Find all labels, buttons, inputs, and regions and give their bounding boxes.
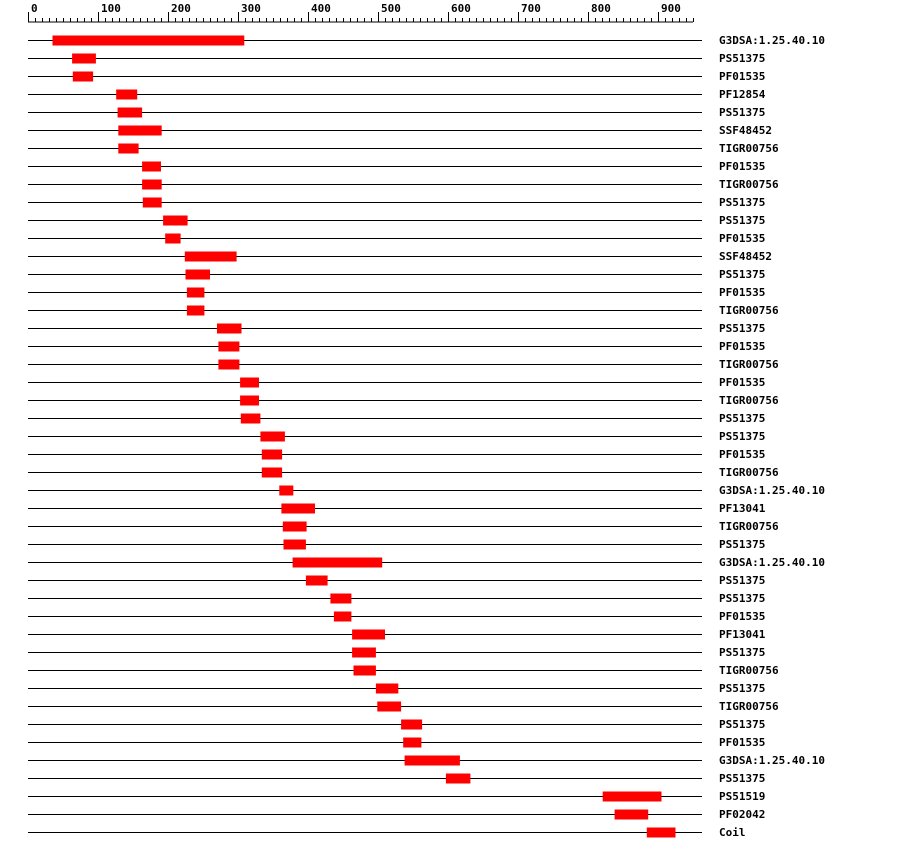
domain-row	[28, 448, 765, 461]
domain-label: PS51375	[719, 574, 766, 587]
domain-bar	[293, 558, 383, 568]
domain-label: SSF48452	[719, 250, 772, 263]
domain-bar	[615, 810, 649, 820]
domain-bar	[241, 414, 261, 424]
domain-label: PS51375	[719, 196, 766, 209]
domain-row	[28, 718, 765, 731]
domain-label: PS51375	[719, 682, 766, 695]
domain-label: PF01535	[719, 610, 766, 623]
domain-bar	[186, 270, 211, 280]
domain-row	[28, 754, 825, 767]
domain-row	[28, 790, 765, 803]
domain-label: PS51375	[719, 214, 766, 227]
domain-bar	[118, 144, 138, 154]
domain-label: PS51375	[719, 268, 766, 281]
domain-label: PS51375	[719, 718, 766, 731]
domain-row	[28, 52, 765, 65]
domain-row	[28, 142, 779, 155]
domain-bar	[401, 720, 422, 730]
domain-row	[28, 736, 765, 749]
domain-bar	[334, 612, 352, 622]
domain-row	[28, 178, 779, 191]
domain-row	[28, 34, 825, 47]
domain-bar	[262, 468, 282, 478]
tick-label: 700	[521, 2, 541, 15]
domain-row	[28, 520, 779, 533]
domain-bar	[283, 522, 307, 532]
domain-label: PF01535	[719, 340, 766, 353]
domain-label: PS51519	[719, 790, 766, 803]
domain-label: PF01535	[719, 70, 766, 83]
domain-label: SSF48452	[719, 124, 772, 137]
domain-label: PS51375	[719, 106, 766, 119]
domain-label: TIGR00756	[719, 664, 779, 677]
domain-label: PF01535	[719, 736, 766, 749]
domain-bar	[306, 576, 328, 586]
domain-label: Coil	[719, 826, 746, 839]
domain-label: PF13041	[719, 502, 766, 515]
tick-label: 100	[101, 2, 121, 15]
domain-row	[28, 196, 765, 209]
domain-row	[28, 394, 779, 407]
domain-label: TIGR00756	[719, 142, 779, 155]
domain-label: G3DSA:1.25.40.10	[719, 754, 825, 767]
domain-label: PS51375	[719, 772, 766, 785]
tick-label: 800	[591, 2, 611, 15]
domain-label: PS51375	[719, 646, 766, 659]
domain-bar	[142, 162, 161, 172]
domain-bar	[116, 90, 137, 100]
domain-row	[28, 160, 765, 173]
domain-row	[28, 430, 765, 443]
domain-bar	[446, 774, 471, 784]
domain-row	[28, 70, 765, 83]
domain-bar	[218, 342, 239, 352]
domain-row	[28, 232, 765, 245]
domain-bar	[165, 234, 180, 244]
domain-label: PF01535	[719, 286, 766, 299]
domain-bar	[53, 36, 245, 46]
domain-label: PF12854	[719, 88, 766, 101]
domain-bar	[218, 360, 239, 370]
domain-label: TIGR00756	[719, 304, 779, 317]
domain-bar	[163, 216, 188, 226]
domain-label: PS51375	[719, 412, 766, 425]
domain-label: TIGR00756	[719, 700, 779, 713]
domain-bar	[262, 450, 282, 460]
domain-label: TIGR00756	[719, 178, 779, 191]
domain-bar	[142, 180, 162, 190]
domain-row	[28, 376, 765, 389]
domain-row	[28, 502, 766, 515]
tick-label: 400	[311, 2, 331, 15]
domain-label: PS51375	[719, 538, 766, 551]
domain-row	[28, 808, 765, 821]
tick-label: 200	[171, 2, 191, 15]
ruler-axis	[28, 2, 694, 22]
domain-bar	[240, 396, 259, 406]
domain-label: PF01535	[719, 448, 766, 461]
domain-bar	[72, 54, 96, 64]
domain-row	[28, 268, 765, 281]
domain-label: PS51375	[719, 592, 766, 605]
domain-label: PF01535	[719, 160, 766, 173]
domain-row	[28, 538, 765, 551]
domain-row	[28, 358, 779, 371]
domain-row	[28, 124, 772, 137]
domain-label: TIGR00756	[719, 520, 779, 533]
domain-bar	[352, 630, 385, 640]
domain-label: PS51375	[719, 322, 766, 335]
domain-label: PS51375	[719, 430, 766, 443]
domain-row	[28, 556, 825, 569]
domain-row	[28, 286, 765, 299]
domain-bar	[279, 486, 293, 496]
domain-label: PS51375	[719, 52, 766, 65]
domain-label: G3DSA:1.25.40.10	[719, 556, 825, 569]
domain-row	[28, 250, 772, 263]
domain-label: PF01535	[719, 232, 766, 245]
domain-rows	[28, 34, 825, 839]
domain-bar	[352, 648, 376, 658]
tick-label: 900	[661, 2, 681, 15]
domain-bar	[376, 684, 398, 694]
tick-label: 300	[241, 2, 261, 15]
domain-row	[28, 700, 779, 713]
domain-bar	[377, 702, 401, 712]
domain-label: PF13041	[719, 628, 766, 641]
domain-bar	[187, 306, 205, 316]
domain-bar	[354, 666, 376, 676]
domain-row	[28, 304, 779, 317]
domain-bar	[73, 72, 93, 82]
domain-bar	[603, 792, 662, 802]
domain-bar	[281, 504, 315, 514]
domain-label: TIGR00756	[719, 466, 779, 479]
domain-bar	[284, 540, 306, 550]
domain-row	[28, 646, 765, 659]
domain-bar	[405, 756, 460, 766]
domain-label: G3DSA:1.25.40.10	[719, 34, 825, 47]
domain-row	[28, 106, 765, 119]
domain-row	[28, 484, 825, 497]
domain-row	[28, 322, 765, 335]
domain-bar	[217, 324, 242, 334]
tick-label: 600	[451, 2, 471, 15]
domain-bar	[330, 594, 351, 604]
domain-label: PF02042	[719, 808, 766, 821]
domain-label: PF01535	[719, 376, 766, 389]
domain-bar	[185, 252, 237, 262]
domain-bar	[118, 108, 143, 118]
domain-row	[28, 592, 765, 605]
domain-bar	[260, 432, 285, 442]
domain-bar	[240, 378, 259, 388]
domain-row	[28, 574, 765, 587]
domain-row	[28, 466, 779, 479]
domain-row	[28, 826, 746, 839]
domain-bar	[187, 288, 205, 298]
domain-row	[28, 412, 765, 425]
domain-row	[28, 682, 765, 695]
domain-row	[28, 88, 766, 101]
domain-bar	[118, 126, 161, 136]
domain-row	[28, 772, 765, 785]
domain-bar	[143, 198, 162, 208]
tick-label: 0	[31, 2, 38, 15]
domain-row	[28, 610, 765, 623]
domain-row	[28, 628, 766, 641]
domain-row	[28, 340, 765, 353]
domain-label: TIGR00756	[719, 394, 779, 407]
tick-label: 500	[381, 2, 401, 15]
domain-row	[28, 214, 765, 227]
domain-label: G3DSA:1.25.40.10	[719, 484, 825, 497]
domain-label: TIGR00756	[719, 358, 779, 371]
domain-row	[28, 664, 779, 677]
domain-bar	[403, 738, 421, 748]
domain-bar	[647, 828, 676, 838]
